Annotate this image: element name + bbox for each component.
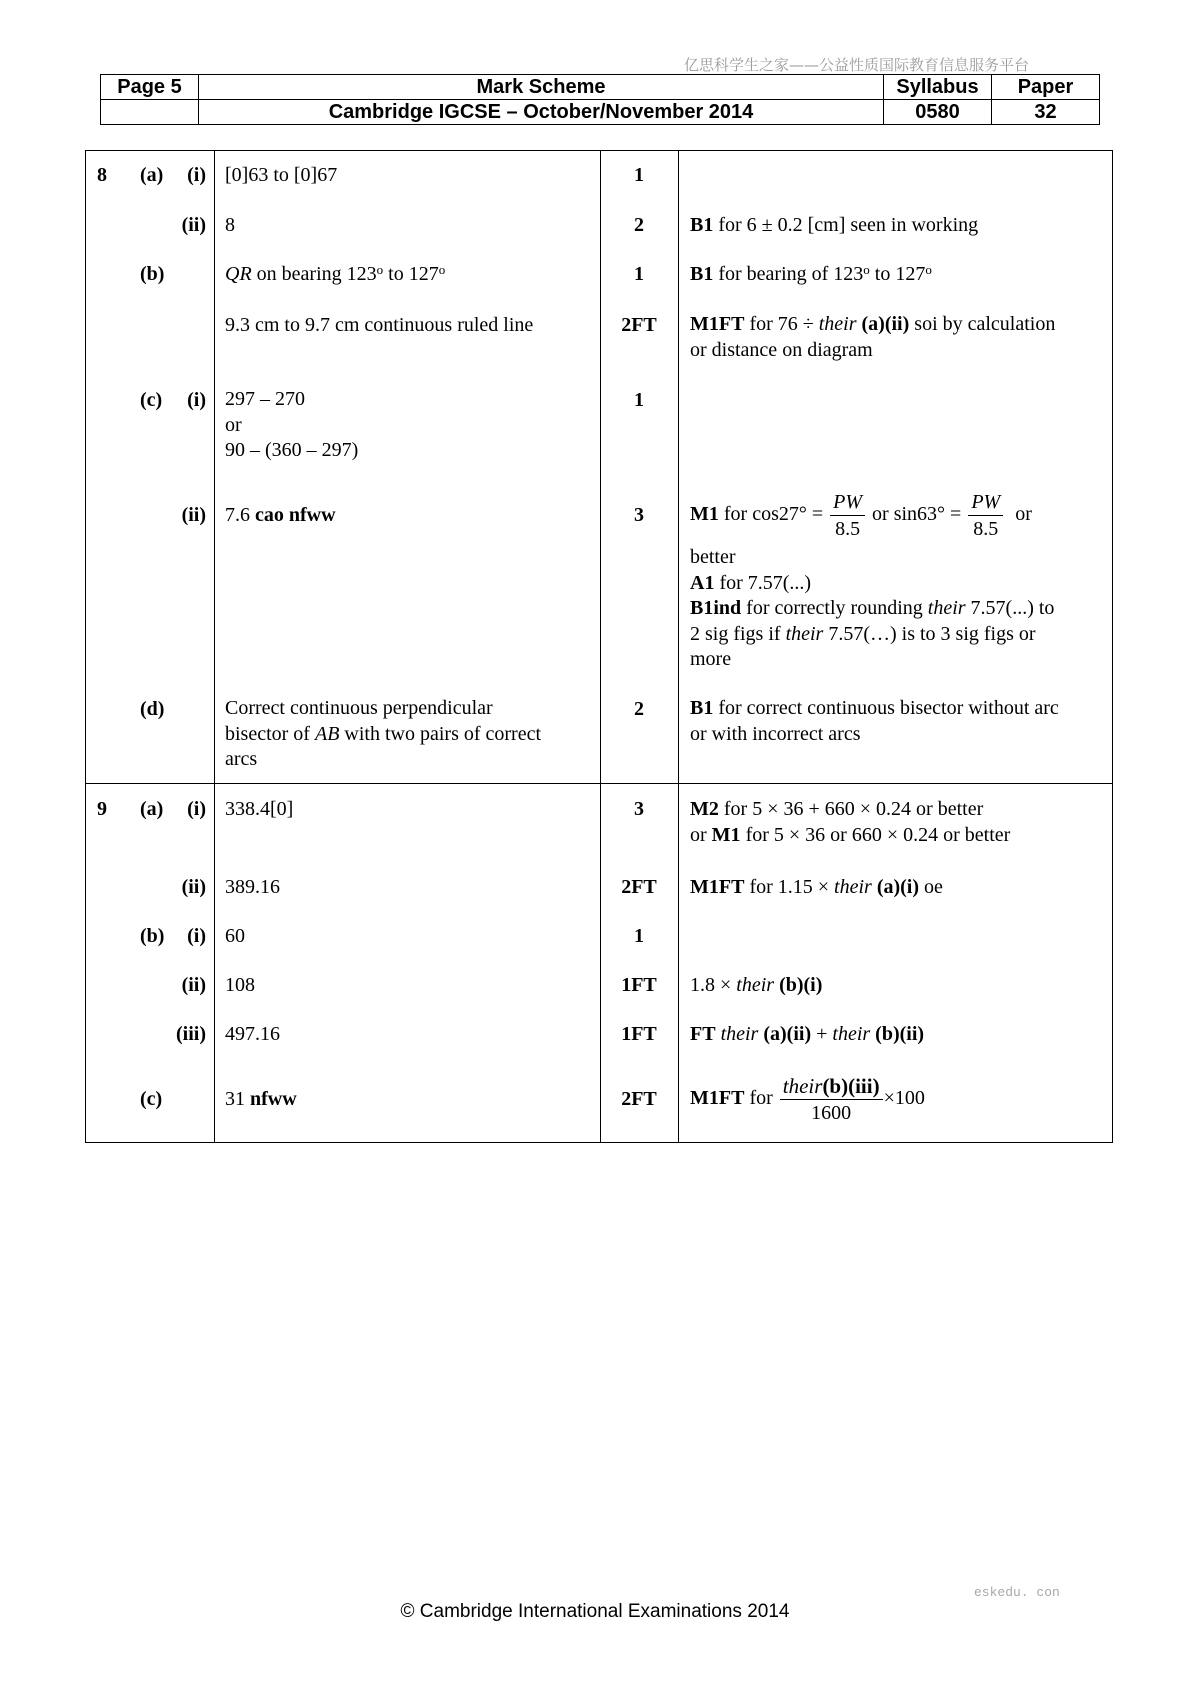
answer <box>225 1087 297 1111</box>
mark-code: M1FT <box>690 313 745 335</box>
mark-code: M1FT <box>690 1087 745 1110</box>
paper-number: 32 <box>992 100 1100 125</box>
answer: 9.3 cm to 9.7 cm continuous ruled line <box>225 314 534 336</box>
guidance <box>690 545 1054 673</box>
mark-code: M1FT <box>690 876 745 898</box>
mark: 1FT <box>621 974 657 996</box>
guidance <box>690 213 978 237</box>
guidance-text: to 127 <box>869 263 926 285</box>
mark: 2FT <box>621 314 657 336</box>
answer: [0]63 to [0]67 <box>225 164 338 186</box>
answer-text: bisector of <box>225 722 315 745</box>
mark-code: B1 <box>690 697 714 719</box>
answer: 338.4[0] <box>225 798 294 820</box>
guidance-with-fractions <box>690 489 1032 542</box>
guidance <box>690 973 822 997</box>
guidance-line: better <box>690 546 736 568</box>
guidance-text: 1.8 × <box>690 974 737 996</box>
variable: AB <box>314 722 340 745</box>
mark-code: M2 <box>690 798 719 820</box>
mark-code: B1 <box>690 214 714 236</box>
answer-value: 7.6 <box>225 504 255 526</box>
guidance-text: for 7.57(...) <box>714 571 812 594</box>
their-word: their <box>832 1023 871 1045</box>
guidance-text: for 76 ÷ <box>744 313 819 335</box>
answer-note: nfww <box>250 1088 297 1110</box>
fraction-numerator: PW <box>968 489 1003 516</box>
subpart-label: (ii) <box>181 876 206 898</box>
part-label: (d) <box>140 698 165 720</box>
guidance-text: or <box>1010 503 1032 526</box>
mark: 3 <box>634 798 644 820</box>
guidance <box>690 1022 924 1046</box>
mark: 2FT <box>621 1088 657 1110</box>
syllabus-label: Syllabus <box>884 75 992 100</box>
fraction <box>780 1073 883 1126</box>
guidance-text: or sin63° = <box>872 503 962 526</box>
page-number: Page 5 <box>101 75 199 100</box>
guidance-text: for <box>744 1087 773 1110</box>
copyright-footer: © Cambridge International Examinations 2014 <box>400 1601 790 1622</box>
guidance-text: for cos27° = <box>718 503 824 526</box>
plus-sign: + <box>811 1023 833 1045</box>
their-word: their <box>736 974 775 996</box>
guidance-text: 7.57(…) is to 3 sig figs or <box>823 622 1036 645</box>
subpart-label: (i) <box>187 798 206 820</box>
guidance-text: for bearing of 123 <box>713 263 864 285</box>
mark-code: M1 <box>711 823 741 846</box>
mark: 2 <box>634 698 644 720</box>
part-label: (a) <box>140 164 164 186</box>
answer-value: 31 <box>225 1088 250 1110</box>
part-label: (b) <box>140 263 165 285</box>
part-reference: (a)(ii) <box>861 313 910 335</box>
mark-code: A1 <box>690 571 715 594</box>
header-table <box>100 74 1100 125</box>
fraction <box>830 489 865 542</box>
mark: 2 <box>634 214 644 236</box>
top-site-watermark: 亿思科学生之家——公益性质国际教育信息服务平台 <box>684 56 1030 74</box>
guidance-text: or <box>690 823 712 846</box>
answer: 389.16 <box>225 876 280 898</box>
mark: 3 <box>634 504 644 526</box>
guidance-text: for 6 ± 0.2 [cm] seen in working <box>713 214 979 236</box>
guidance <box>690 312 1055 363</box>
guidance-line <box>690 797 1010 823</box>
answer-line: arcs <box>225 748 258 770</box>
part-reference: (b)(i) <box>779 974 823 996</box>
part-label: (c) <box>140 389 163 411</box>
part-reference: (a)(ii) <box>763 1023 812 1045</box>
fraction-numerator: PW <box>830 489 865 516</box>
their-word: their <box>834 876 872 898</box>
subpart-label: (iii) <box>176 1023 206 1045</box>
fraction-denominator: 1600 <box>811 1102 852 1124</box>
mark-code: FT <box>690 1023 716 1045</box>
exam-session: Cambridge IGCSE – October/November 2014 <box>199 100 884 125</box>
answer: 497.16 <box>225 1023 280 1045</box>
guidance-text: for 5 × 36 or 660 × 0.24 or better <box>740 823 1011 846</box>
guidance-text: oe <box>919 876 943 898</box>
guidance-line: more <box>690 648 732 670</box>
guidance-line: or with incorrect arcs <box>690 722 861 745</box>
part-reference: (a)(i) <box>876 876 920 898</box>
part-label: (c) <box>140 1088 163 1110</box>
question-number: 9 <box>97 798 107 820</box>
their-word: their <box>927 597 966 619</box>
guidance-line <box>690 823 1010 849</box>
their-word: their <box>720 1023 759 1045</box>
paper-label: Paper <box>992 75 1100 100</box>
mark: 1 <box>634 164 644 186</box>
guidance <box>690 696 1059 747</box>
guidance-with-fraction <box>690 1073 925 1126</box>
subpart-label: (i) <box>187 164 206 186</box>
guidance-text: 7.57(...) to <box>965 597 1055 619</box>
answer-text: to 127 <box>383 263 439 285</box>
answer: 108 <box>225 974 255 996</box>
document-title: Mark Scheme <box>199 75 884 100</box>
subpart-label: (ii) <box>181 974 206 996</box>
subpart-label: (ii) <box>181 214 206 236</box>
fraction <box>968 489 1003 542</box>
column-divider <box>678 150 679 1143</box>
guidance-line <box>690 596 1054 622</box>
variable: QR <box>225 263 252 285</box>
guidance-line: or distance on diagram <box>690 338 873 361</box>
answer <box>225 503 336 527</box>
part-label: (b) <box>140 925 165 947</box>
mark: 1FT <box>621 1023 657 1045</box>
guidance-line <box>690 312 1055 338</box>
their-word: their <box>785 622 824 645</box>
bottom-site-watermark: eskedu. con <box>974 1585 1060 1600</box>
mark: 1 <box>634 263 644 285</box>
degree-superscript: o <box>376 262 384 277</box>
guidance-text: for correctly rounding <box>741 597 928 619</box>
guidance-line <box>690 622 1054 648</box>
question-number: 8 <box>97 164 107 186</box>
answer-line <box>225 722 541 748</box>
answer-text: on bearing 123 <box>251 263 377 285</box>
guidance-line <box>690 696 1059 722</box>
header-row-1 <box>101 75 1100 100</box>
guidance-text: for correct continuous bisector without arc <box>713 697 1059 719</box>
guidance-text: for 5 × 36 + 660 × 0.24 or better <box>718 798 984 820</box>
guidance <box>690 262 932 286</box>
subpart-label: (ii) <box>181 504 206 526</box>
answer-text: with two pairs of correct <box>339 722 542 745</box>
header-row-2 <box>101 100 1100 125</box>
part-reference: (b)(iii) <box>822 1074 880 1098</box>
fraction-denominator: 8.5 <box>973 518 999 540</box>
subpart-label: (i) <box>187 389 206 411</box>
mark-code: B1 <box>690 263 714 285</box>
answer-line: or <box>225 413 242 436</box>
answer <box>225 696 541 773</box>
mark: 1 <box>634 925 644 947</box>
answer-line: 90 – (360 – 297) <box>225 439 359 461</box>
answer-line: Correct continuous perpendicular <box>225 697 493 719</box>
answer <box>225 262 445 286</box>
their-word: their <box>818 313 857 335</box>
multiply-hundred: ×100 <box>883 1087 925 1110</box>
mark: 2FT <box>621 876 657 898</box>
guidance-text: soi by calculation <box>909 313 1056 335</box>
guidance <box>690 797 1010 848</box>
subpart-label: (i) <box>187 925 206 947</box>
guidance <box>690 875 943 899</box>
guidance-text: for 1.15 × <box>744 876 835 898</box>
mark: 1 <box>634 389 644 411</box>
empty-cell <box>101 100 199 125</box>
syllabus-code: 0580 <box>884 100 992 125</box>
row-divider <box>85 783 1113 784</box>
answer: 8 <box>225 214 235 236</box>
guidance-text: 2 sig figs if <box>690 622 786 645</box>
part-label: (a) <box>140 798 164 820</box>
part-reference: (b)(ii) <box>875 1023 925 1045</box>
fraction-denominator: 8.5 <box>835 518 861 540</box>
answer: 60 <box>225 925 245 947</box>
degree-superscript: o <box>438 262 446 277</box>
their-word: their <box>782 1074 823 1098</box>
mark-code: M1 <box>690 503 719 526</box>
answer-note: cao nfww <box>255 504 336 526</box>
degree-superscript: o <box>863 262 870 277</box>
answer <box>225 387 358 464</box>
mark-code: B1ind <box>690 597 742 619</box>
column-divider <box>214 150 215 1143</box>
degree-superscript: o <box>925 262 932 277</box>
fraction-numerator <box>780 1073 883 1100</box>
guidance-line <box>690 571 1054 597</box>
answer-line: 297 – 270 <box>225 388 305 410</box>
